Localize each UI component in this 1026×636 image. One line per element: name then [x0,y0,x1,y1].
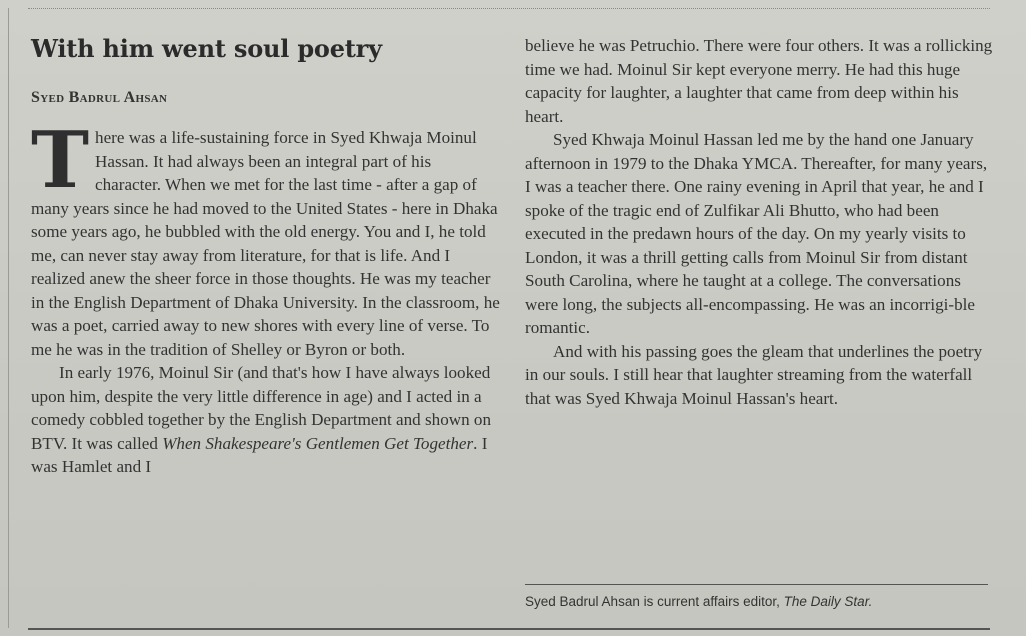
paragraph-4: And with his passing goes the gleam that underlines the poetry in our souls. I still hear that laughter streaming from the waterfall that was Syed Khwaja Moinul Hassan's heart. [525,341,983,408]
author-note [525,594,995,609]
headline: With him went soul poetry [31,34,382,63]
top-dotted-rule [28,8,990,9]
article-body-left [31,115,501,479]
right-column [525,34,995,410]
footer-rule [525,584,988,585]
left-column-rule [8,8,9,628]
paragraph-1-text: here was a life-sustaining force in Syed Khwaja Moinul Hassan. It had always been an integral part of his character. When we met for the last time - after a gap of many years since he had moved to the United States - here in Dhaka some years ago, he bubbled with the old energy. You and I, he told me, can never stay away from literature, for that is life. And I realized anew the sheer force in those thoughts. He was my teacher in the English Department of Dhaka University. In the classroom, he was a poet, carried away to new shores with every line of verse. To me he was in the tradition of Shelley or Byron or both. [31,128,500,359]
article-body-right [525,34,995,410]
paragraph-3: Syed Khwaja Moinul Hassan led me by the hand one January afternoon in 1979 to the Dhaka YMCA. Thereafter, for many years, I was a teacher there. One rainy evening in April that year, he and I spoke of the tragic end of Zulfikar Ali Bhutto, who had been executed in the predawn hours of the day. On my yearly visits to London, it was a thrill getting calls from Moinul Sir from distant South Carolina, where he taught at a college. The conversations were long, the subjects all-encompassing. He was an incorrigi-ble romantic. [525,130,988,337]
paragraph-2-text: In early 1976, Moinul Sir (and that's how I have always looked upon him, despite the very little difference in age) and I acted in a comedy cobbled together by the English Department and shown on BTV. It was called [31,363,491,453]
bottom-rule [28,628,990,630]
author-note-text: Syed Badrul Ahsan is current affairs editor, [525,594,784,609]
byline: Syed Badrul Ahsan [31,89,168,106]
paragraph-2 [31,361,501,479]
paragraph-2-end: . I was Hamlet and I [31,433,488,476]
paragraph-1 [31,115,501,361]
play-title: When Shakespeare's Gentlemen Get Together [162,433,474,453]
publication-name: The Daily Star. [783,594,873,609]
drop-cap: T [31,115,90,206]
left-column [31,34,501,479]
paragraph-2-continued: believe he was Petruchio. There were four others. It was a rollicking time we had. Moinul Sir kept everyone merry. He had this huge capacity for laughter, a laughter that came from deep within his heart. [525,36,993,126]
